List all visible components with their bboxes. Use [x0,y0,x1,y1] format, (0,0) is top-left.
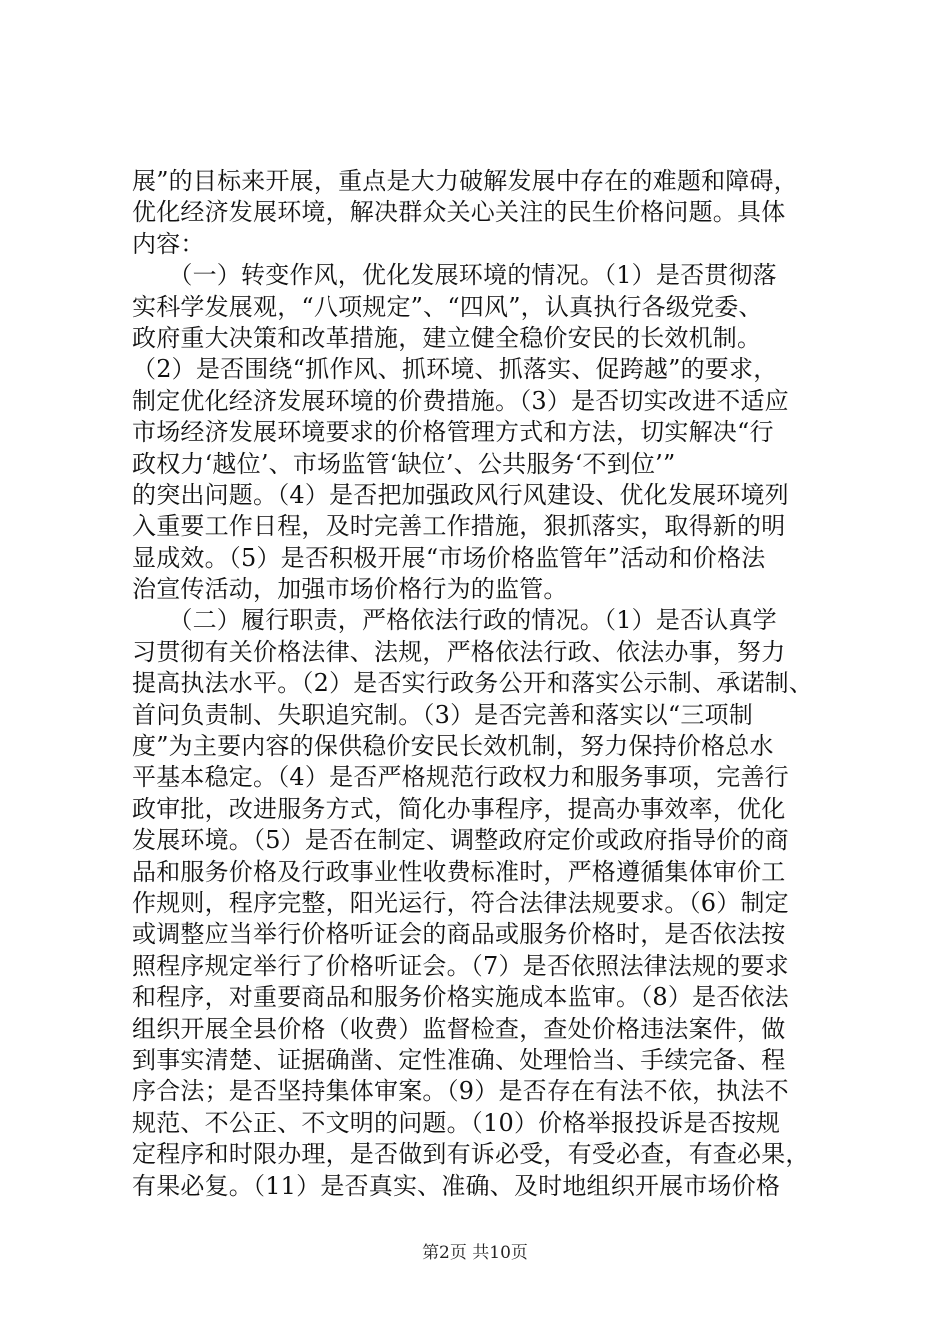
text-line: 首问负责制、失职追究制。（3）是否完善和落实以“三项制 [132,700,753,729]
text-line: 平基本稳定。（4）是否严格规范行政权力和服务事项，完善行 [132,763,789,792]
text-line: 和程序，对重要商品和服务价格实施成本监审。（8）是否依法 [132,983,789,1012]
text-line: （2）是否围绕“抓作风、抓环境、抓落实、促跨越”的要求， [132,355,778,384]
text-line: 内容： [132,229,205,258]
text-line: 制定优化经济发展环境的价费措施。（3）是否切实改进不适应 [132,386,789,415]
text-line: 政审批，改进服务方式，简化办事程序，提高办事效率，优化 [132,794,786,823]
text-line: 的突出问题。（4）是否把加强政风行风建设、优化发展环境列 [132,480,789,509]
text-line: 规范、不公正、不文明的问题。（10）价格举报投诉是否按规 [132,1108,781,1137]
text-line: 品和服务价格及行政事业性收费标准时，严格遵循集体审价工 [132,857,786,886]
text-line: 发展环境。（5）是否在制定、调整政府定价或政府指导价的商 [132,826,789,855]
text-line: 有果必复。（11）是否真实、准确、及时地组织开展市场价格 [132,1171,781,1200]
text-line: 照程序规定举行了价格听证会。（7）是否依照法律法规的要求 [132,951,789,980]
page-footer: 第2页 共10页 [422,1243,528,1263]
text-line: 显成效。（5）是否积极开展“市场价格监管年”活动和价格法 [132,543,766,572]
text-line: 政府重大决策和改革措施，建立健全稳价安民的长效机制。 [132,323,762,352]
text-line: 度”为主要内容的保供稳价安民长效机制，努力保持价格总水 [132,732,774,761]
text-line: 优化经济发展环境，解决群众关心关注的民生价格问题。具体 [132,198,786,227]
text-line: （一）转变作风，优化发展环境的情况。（1）是否贯彻落 [132,261,777,290]
text-line: 定程序和时限办理，是否做到有诉必受，有受必查，有查必果， [132,1140,810,1169]
text-line: 组织开展全县价格（收费）监督检查，查处价格违法案件，做 [132,1014,786,1043]
text-line: 作规则，程序完整，阳光运行，符合法律法规要求。（6）制定 [132,888,789,917]
text-line: 到事实清楚、证据确凿、定性准确、处理恰当、手续完备、程 [132,1045,786,1074]
text-line: （二）履行职责，严格依法行政的情况。（1）是否认真学 [132,606,777,635]
text-line: 实科学发展观，“八项规定”、“四风”，认真执行各级党委、 [132,292,763,321]
text-line: 提高执法水平。（2）是否实行政务公开和落实公示制、承诺制、 [132,669,814,698]
text-line: 市场经济发展环境要求的价格管理方式和方法，切实解决“行 [132,418,774,447]
text-line: 政权力‘越位’、市场监管‘缺位’、公共服务‘不到位’” [132,449,676,478]
text-line: 习贯彻有关价格法律、法规，严格依法行政、依法办事，努力 [132,637,786,666]
text-line: 入重要工作日程，及时完善工作措施，狠抓落实，取得新的明 [132,512,786,541]
text-line: 展”的目标来开展，重点是大力破解发展中存在的难题和障碍， [132,167,798,195]
body-text [132,166,832,1202]
text-line: 治宣传活动，加强市场价格行为的监管。 [132,575,568,604]
text-line: 或调整应当举行价格听证会的商品或服务价格时，是否依法按 [132,920,786,949]
text-line: 序合法；是否坚持集体审案。（9）是否存在有法不依，执法不 [132,1077,789,1106]
